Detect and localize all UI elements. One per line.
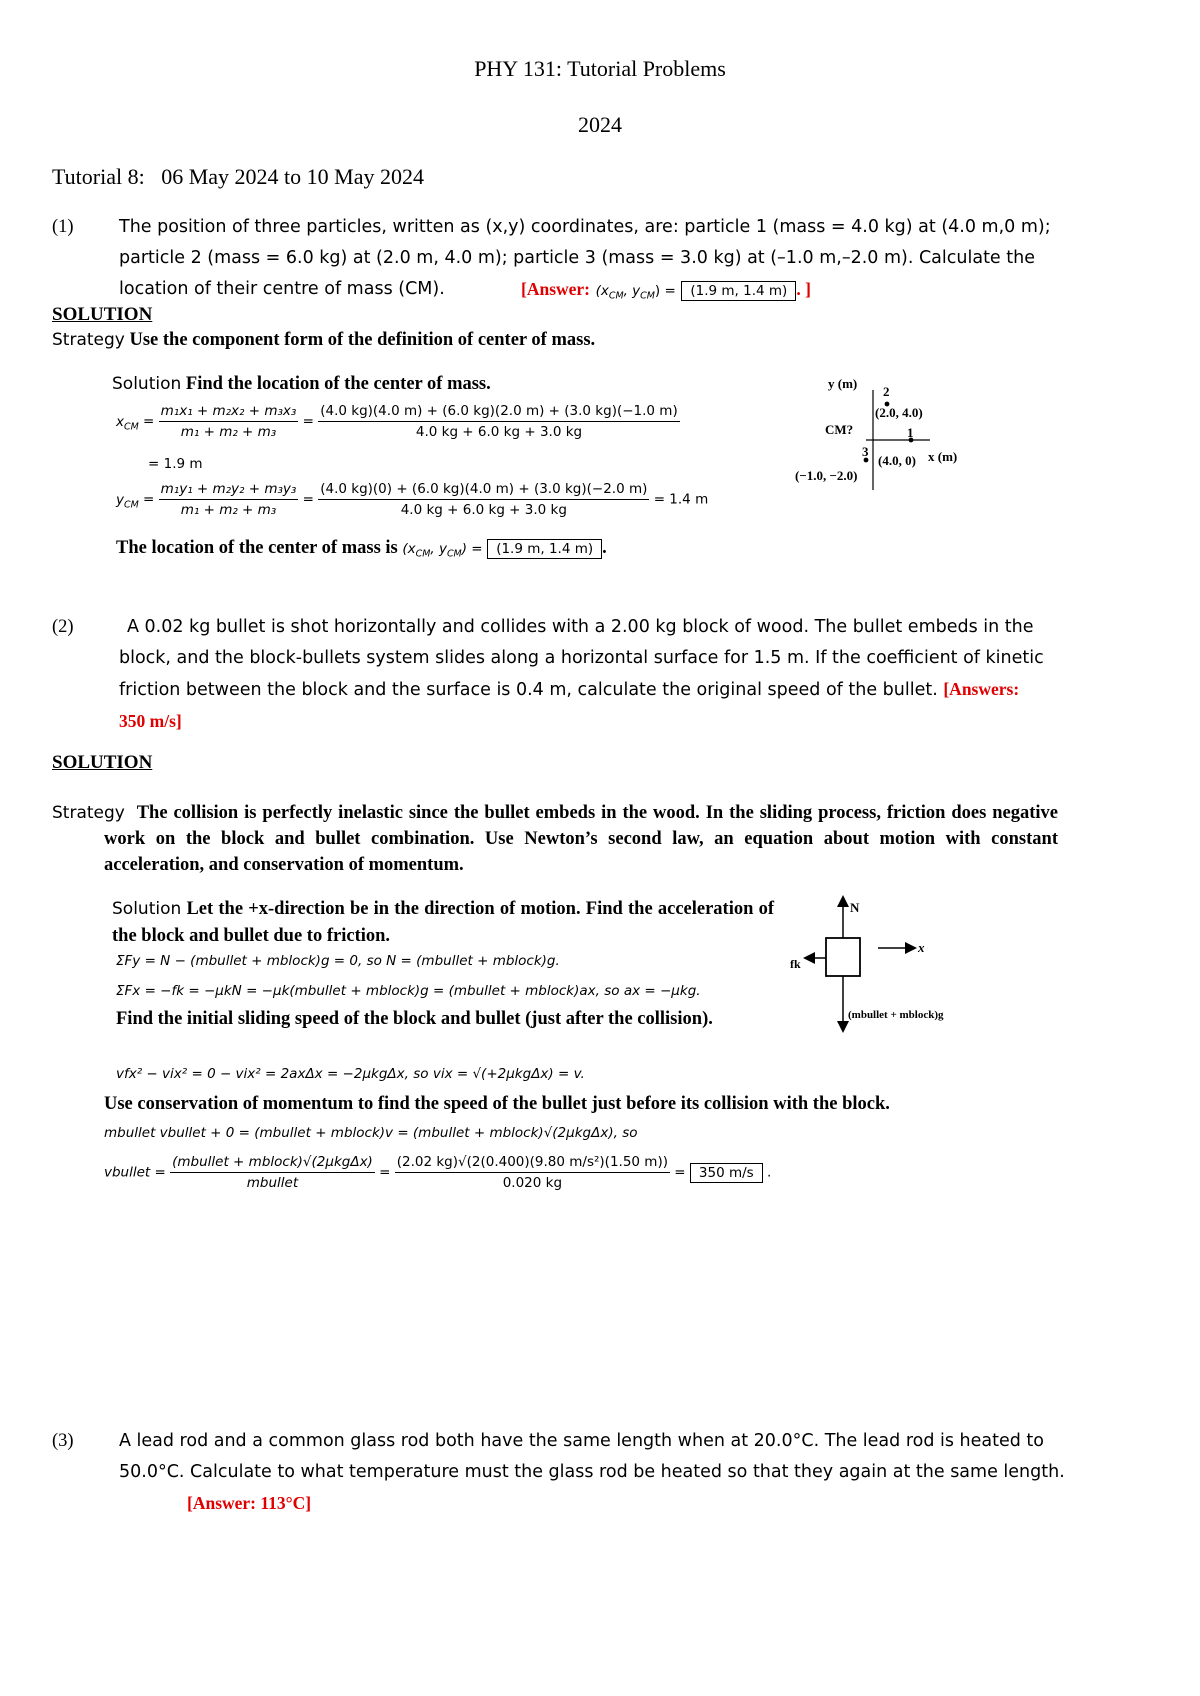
eq-sum-fy: ΣFy = N − (mbullet + mblock)g = 0, so N = (mbullet + mblock)g. bbox=[116, 953, 560, 969]
solution-heading-2: SOLUTION bbox=[52, 752, 153, 773]
problem-2-answer-value: 350 m/s] bbox=[119, 711, 182, 731]
problem-3-line-2: 50.0°C. Calculate to what temperature must the glass rod be heated so that they again at the same length. bbox=[119, 1462, 1065, 1482]
problem-1-line-2: particle 2 (mass = 6.0 kg) at (2.0 m, 4.0 m); particle 3 (mass = 3.0 kg) at (–1.0 m,–2.0 m). Calculate the bbox=[119, 248, 1035, 268]
problem-1-text bbox=[119, 212, 1159, 305]
answer-label: [Answer: bbox=[521, 279, 591, 299]
year: 2024 bbox=[578, 112, 622, 137]
problem-2-text bbox=[119, 612, 1159, 737]
diagram-p3-coord: (−1.0, −2.0) bbox=[795, 468, 858, 483]
vbullet-fraction-symbolic: $\frac{\text{(mbullet + mblock)√(2μkgΔx)}}{\text{mbullet}}$ bbox=[172, 1154, 373, 1191]
xcm-equation: $x_{CM}$ = $\frac{\text{m₁x₁ + m₂x₂ + m₃x₃}}{\text{m₁ + m₂ + m₃}}$ = $\frac{(4.0 kg)(4.0 m) + (6.0 kg)(2.0 m) + (3.0 kg)(-1.0 m)}{4.0 kg + 6.0 kg + 3.0 kg}$ bbox=[116, 403, 678, 440]
conclusion-1: The location of the center of mass is ($x_{CM}$, $y_{CM}) = (1.9$ m, 1.4 m) . bbox=[116, 538, 607, 560]
solution-text: Find the location of the center of mass. bbox=[185, 374, 491, 394]
problem-1-answer bbox=[521, 274, 811, 312]
problem-1-line-1: The position of three particles, written as (x,y) coordinates, are: particle 1 (mass = 4.0 kg) at (4.0 m,0 m); bbox=[119, 217, 1051, 237]
vbullet-result-box: 350 m/s bbox=[690, 1163, 763, 1183]
diagram-p2-coord: (2.0, 4.0) bbox=[875, 405, 923, 420]
problem-2-number: (2) bbox=[52, 617, 74, 637]
solution-2-intro bbox=[112, 896, 774, 950]
problem-3-line-1: A lead rod and a common glass rod both have the same length when at 20.0°C. The lead rod is heated to bbox=[119, 1431, 1045, 1451]
cm-coordinate-diagram bbox=[780, 372, 980, 512]
problem-1-line-3-text: location of their centre of mass (CM). bbox=[119, 279, 445, 299]
solution-1-intro bbox=[112, 374, 491, 395]
problem-3-number: (3) bbox=[52, 1431, 74, 1451]
diagram-p3-num: 3 bbox=[862, 444, 869, 459]
diagram-p1-num: 1 bbox=[907, 425, 914, 440]
momentum-text: Use conservation of momentum to find the speed of the bullet just before its collision with the block. bbox=[104, 1094, 890, 1114]
vbullet-fraction-numeric: $\frac{\text{(2.02 kg)√(2(0.400)(9.80 m/s²)(1.50 m))}}{0.020 kg}$ bbox=[396, 1154, 668, 1191]
strategy-text: Use the component form of the definition of center of mass. bbox=[129, 330, 596, 350]
strategy-2-text: The collision is perfectly inelastic since the bullet embeds in the wood. In the sliding process, friction does negative work on the block and bullet combination. Use Newton’s second law, an equation about motion with constant acceleration, and conservation of momentum. bbox=[104, 803, 1059, 875]
ycm-equation: $y_{CM}$ = $\frac{\text{m₁y₁ + m₂y₂ + m₃y₃}}{\text{m₁ + m₂ + m₃}}$ = $\frac{(4.0 kg)(0) + (6.0 kg)(4.0 m) + (3.0 kg)(-2.0 m)}{4.0 kg + 6.0 kg + 3.0 kg}$ = 1.4 m bbox=[116, 481, 709, 518]
course-title: PHY 131: Tutorial Problems bbox=[474, 56, 726, 81]
conclusion-box: (1.9 m, 1.4 m) bbox=[487, 539, 602, 559]
xcm-result: = 1.9 m bbox=[148, 456, 203, 472]
answer-close: . ] bbox=[796, 279, 811, 299]
diagram-p2-num: 2 bbox=[883, 384, 890, 399]
tutorial-label: Tutorial 8: bbox=[52, 164, 145, 189]
problem-1-number: (1) bbox=[52, 217, 74, 237]
vbullet-lhs: vbullet = bbox=[104, 1164, 166, 1181]
xcm-lhs: $x_{CM}$ bbox=[116, 413, 139, 433]
xcm-fraction-symbolic: $\frac{\text{m₁x₁ + m₂x₂ + m₃x₃}}{\text{m₁ + m₂ + m₃}}$ bbox=[160, 403, 297, 440]
solution-2-text: Let the +x-direction be in the direction of motion. Find the acceleration of the block and bullet due to friction. bbox=[112, 899, 774, 946]
block-rect bbox=[826, 938, 860, 976]
strategy-2-label: Strategy bbox=[52, 803, 125, 823]
strategy-2-block bbox=[52, 800, 1058, 878]
strategy-label: Strategy bbox=[52, 330, 125, 350]
strategy-2 bbox=[52, 800, 1058, 878]
diagram-cm-label: CM? bbox=[825, 422, 854, 437]
ycm-fraction-symbolic: $\frac{\text{m₁y₁ + m₂y₂ + m₃y₃}}{\text{m₁ + m₂ + m₃}}$ bbox=[160, 481, 297, 518]
conclusion-text: The location of the center of mass is bbox=[116, 538, 398, 558]
diagram-y-label: y (m) bbox=[828, 376, 858, 391]
problem-2-line-3: friction between the block and the surface is 0.4 m, calculate the original speed of the bullet. [Answers: bbox=[119, 679, 1020, 700]
solution-2-label: Solution bbox=[112, 899, 182, 919]
strategy-1 bbox=[52, 330, 595, 351]
answer-lhs: ($x_{CM}$, $y_{CM}$) = bbox=[595, 283, 676, 302]
solution-label: Solution bbox=[112, 374, 182, 394]
problem-2-answer-label: [Answers: bbox=[943, 679, 1020, 699]
ycm-lhs: $y_{CM}$ bbox=[116, 491, 139, 511]
xcm-fraction-numeric: $\frac{(4.0 kg)(4.0 m) + (6.0 kg)(2.0 m) + (3.0 kg)(-1.0 m)}{4.0 kg + 6.0 kg + 3.0 kg}$ bbox=[320, 403, 678, 440]
x-label: x bbox=[918, 940, 925, 955]
ycm-result: = 1.4 m bbox=[653, 491, 709, 508]
free-body-diagram bbox=[790, 890, 980, 1040]
find-initial-speed: Find the initial sliding speed of the block and bullet (just after the collision). bbox=[116, 1009, 713, 1029]
weight-label: (mbullet + mblock)g bbox=[848, 1009, 944, 1021]
tutorial-heading bbox=[52, 164, 424, 190]
vbullet-equation: vbullet = $\frac{\text{(mbullet + mblock)√(2μkgΔx)}}{\text{mbullet}}$ = $\frac{\text{(2.02 kg)√(2(0.400)(9.80 m/s²)(1.50 m))}}{0.020 kg}$ = 350 m/s . bbox=[104, 1154, 772, 1191]
problem-1-line-3 bbox=[119, 274, 1159, 305]
problem-3-text bbox=[119, 1426, 1159, 1519]
eq-kinematics: vfx² − vix² = 0 − vix² = 2axΔx = −2μkgΔx, so vix = √(+2μkgΔx) = v. bbox=[116, 1066, 585, 1082]
tutorial-dates: 06 May 2024 to 10 May 2024 bbox=[161, 164, 424, 189]
diagram-x-label: x (m) bbox=[928, 449, 958, 464]
friction-label: fk bbox=[790, 957, 801, 971]
normal-force-label: N bbox=[850, 900, 860, 915]
answer-box: (1.9 m, 1.4 m) bbox=[681, 281, 796, 301]
diagram-p1-coord: (4.0, 0) bbox=[878, 453, 916, 468]
problem-3-answer: [Answer: 113°C] bbox=[187, 1493, 312, 1513]
problem-2-line-2: block, and the block-bullets system slides along a horizontal surface for 1.5 m. If the coefficient of kinetic bbox=[119, 648, 1044, 668]
ycm-fraction-numeric: $\frac{(4.0 kg)(0) + (6.0 kg)(4.0 m) + (3.0 kg)(-2.0 m)}{4.0 kg + 6.0 kg + 3.0 kg}$ bbox=[320, 481, 648, 518]
eq-sum-fx: ΣFx = −fk = −μkN = −μk(mbullet + mblock)g = (mbullet + mblock)ax, so ax = −μkg. bbox=[116, 983, 701, 999]
solution-heading-1: SOLUTION bbox=[52, 304, 153, 325]
problem-2-line-1: A 0.02 kg bullet is shot horizontally and collides with a 2.00 kg block of wood. The bullet embeds in the bbox=[127, 617, 1034, 637]
eq-momentum: mbullet vbullet + 0 = (mbullet + mblock)v = (mbullet + mblock)√(2μkgΔx), so bbox=[104, 1125, 638, 1141]
